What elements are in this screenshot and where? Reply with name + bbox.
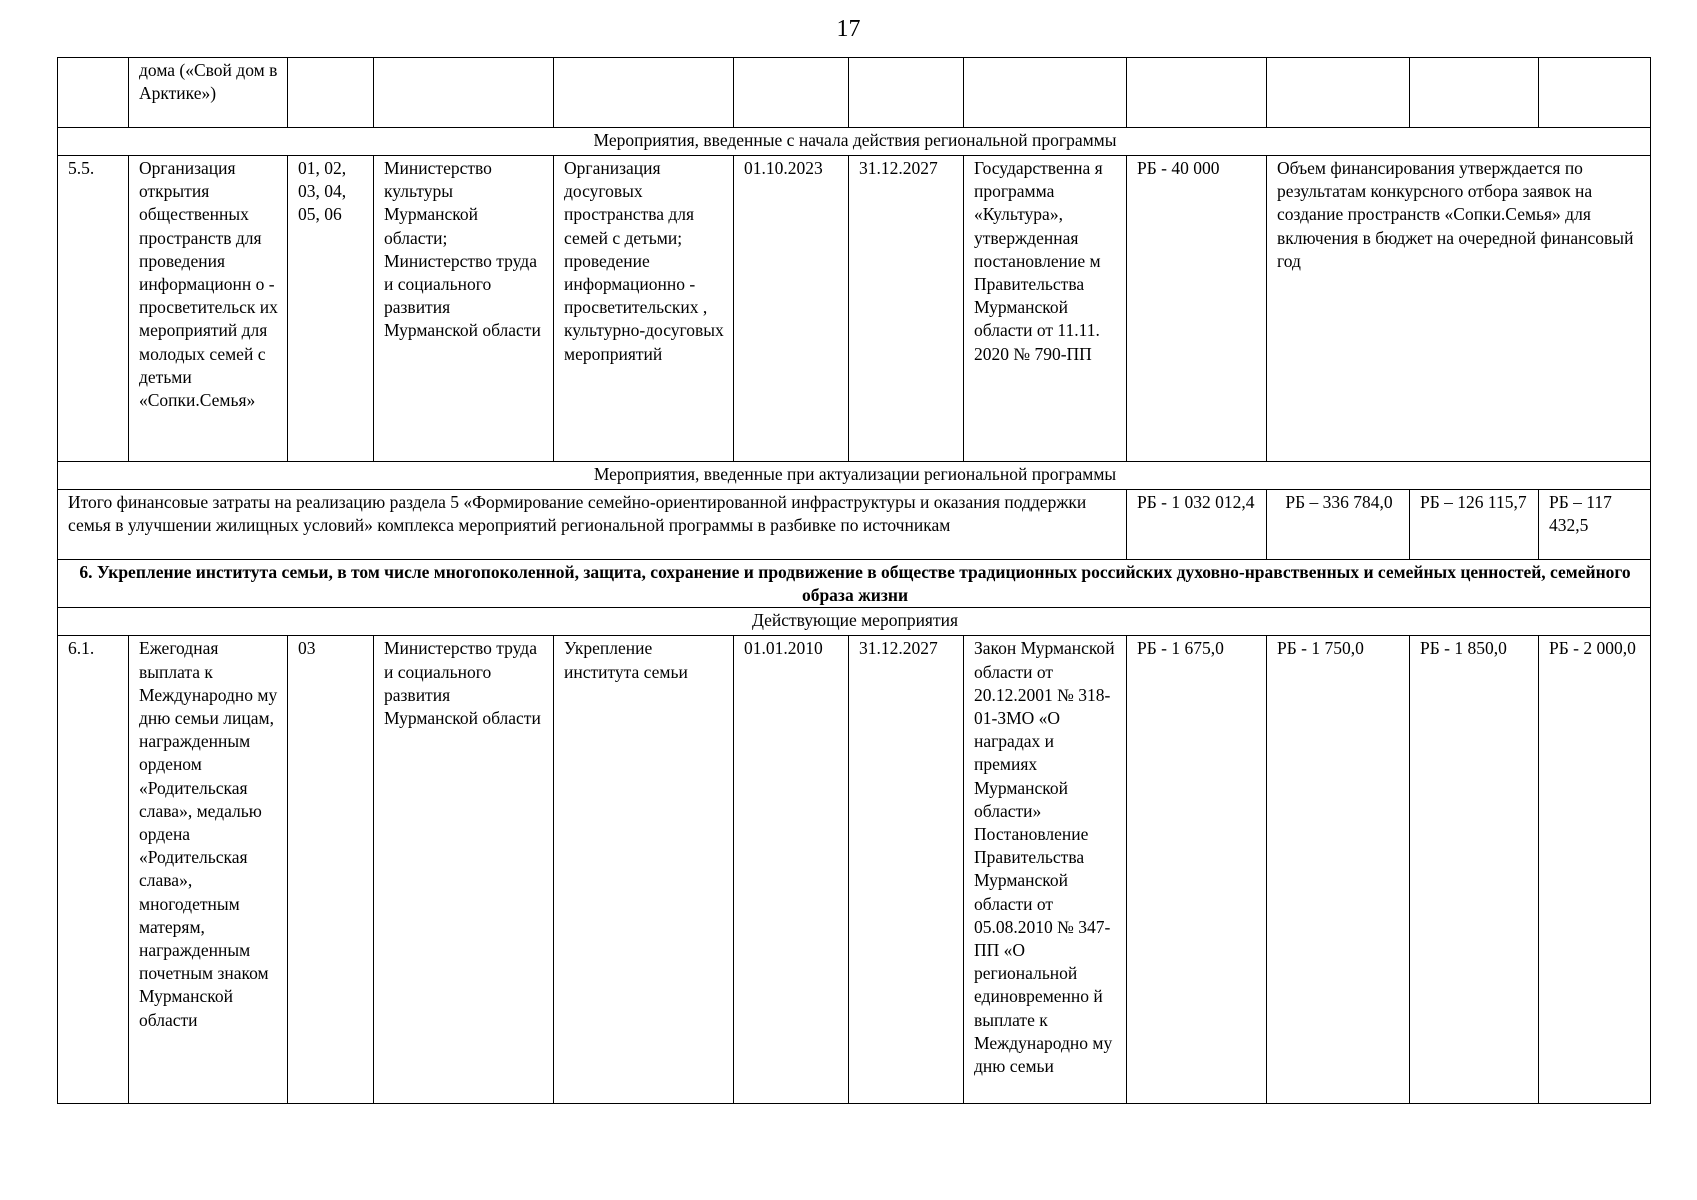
cell-executor <box>374 58 554 128</box>
cell-result: Укрепление института семьи <box>554 636 734 1104</box>
cell-funding: РБ - 40 000 <box>1127 156 1267 462</box>
cell-result <box>554 58 734 128</box>
table-row-total <box>58 490 1651 560</box>
cell-executor: Министерство культуры Мурманской области; Министерство труда и социального развития Мурманской области <box>374 156 554 462</box>
cell-funding-3: РБ - 1 850,0 <box>1410 636 1539 1104</box>
cell-num <box>58 58 129 128</box>
cell-result: Организация досуговых пространства для семей с детьми; проведение информационно - просветительских , культурно-досуговых мероприятий <box>554 156 734 462</box>
cell-funding-2 <box>1267 58 1410 128</box>
cell-basis <box>964 58 1127 128</box>
total-label: Итого финансовые затраты на реализацию раздела 5 «Формирование семейно-ориентированной инфраструктуры и оказания поддержки семья в улучшении жилищных условий» комплекса мероприятий региональной программы в разбивке по источникам <box>58 490 1127 560</box>
cell-funding-1 <box>1127 58 1267 128</box>
cell-basis: Закон Мурманской области от 20.12.2001 № 318-01-ЗМО «О наградах и премиях Мурманской области» Постановление Правительства Мурманской области от 05.08.2010 № 347-ПП «О региональной единовременно й выплате к Международно му дню семьи <box>964 636 1127 1104</box>
total-funding-4: РБ – 117 432,5 <box>1539 490 1651 560</box>
cell-end: 31.12.2027 <box>849 156 964 462</box>
section-title: Действующие мероприятия <box>58 608 1651 636</box>
table-row-5-5 <box>58 156 1651 462</box>
total-funding-1: РБ - 1 032 012,4 <box>1127 490 1267 560</box>
section-row <box>58 462 1651 490</box>
section-heading-row <box>58 560 1651 608</box>
section-title: Мероприятия, введенные при актуализации региональной программы <box>58 462 1651 490</box>
table-row-6-1 <box>58 636 1651 1104</box>
cell-codes: 01, 02, 03, 04, 05, 06 <box>288 156 374 462</box>
table-row-continuation <box>58 58 1651 128</box>
cell-funding-3 <box>1410 58 1539 128</box>
total-funding-3: РБ – 126 115,7 <box>1410 490 1539 560</box>
cell-funding-1: РБ - 1 675,0 <box>1127 636 1267 1104</box>
section-title: Мероприятия, введенные с начала действия региональной программы <box>58 128 1651 156</box>
total-funding-2: РБ – 336 784,0 <box>1267 490 1410 560</box>
cell-num: 5.5. <box>58 156 129 462</box>
cell-funding-2: РБ - 1 750,0 <box>1267 636 1410 1104</box>
section-heading: 6. Укрепление института семьи, в том числе многопоколенной, защита, сохранение и продвижение в обществе традиционных российских духовно-нравственных и семейных ценностей, семейного образа жизни <box>58 560 1651 608</box>
cell-start <box>734 58 849 128</box>
cell-funding-4 <box>1539 58 1651 128</box>
cell-num: 6.1. <box>58 636 129 1104</box>
cell-note: Объем финансирования утверждается по результатам конкурсного отбора заявок на создание пространств «Сопки.Семья» для включения в бюджет на очередной финансовый год <box>1267 156 1651 462</box>
section-row <box>58 128 1651 156</box>
section-row <box>58 608 1651 636</box>
cell-name: дома («Свой дом в Арктике») <box>129 58 288 128</box>
cell-funding-4: РБ - 2 000,0 <box>1539 636 1651 1104</box>
cell-start: 01.01.2010 <box>734 636 849 1104</box>
cell-name: Ежегодная выплата к Международно му дню семьи лицам, награжденным орденом «Родительская слава», медалью ордена «Родительская слава», многодетным матерям, награжденным почетным знаком Мурманской области <box>129 636 288 1104</box>
cell-codes <box>288 58 374 128</box>
cell-start: 01.10.2023 <box>734 156 849 462</box>
cell-basis: Государственна я программа «Культура», утвержденная постановление м Правительства Мурманской области от 11.11. 2020 № 790-ПП <box>964 156 1127 462</box>
cell-executor: Министерство труда и социального развития Мурманской области <box>374 636 554 1104</box>
measures-table <box>57 57 1651 1104</box>
cell-end: 31.12.2027 <box>849 636 964 1104</box>
cell-end <box>849 58 964 128</box>
cell-name: Организация открытия общественных пространств для проведения информационн о - просветительск их мероприятий для молодых семей с детьми «Сопки.Семья» <box>129 156 288 462</box>
page-number: 17 <box>836 16 861 42</box>
cell-codes: 03 <box>288 636 374 1104</box>
